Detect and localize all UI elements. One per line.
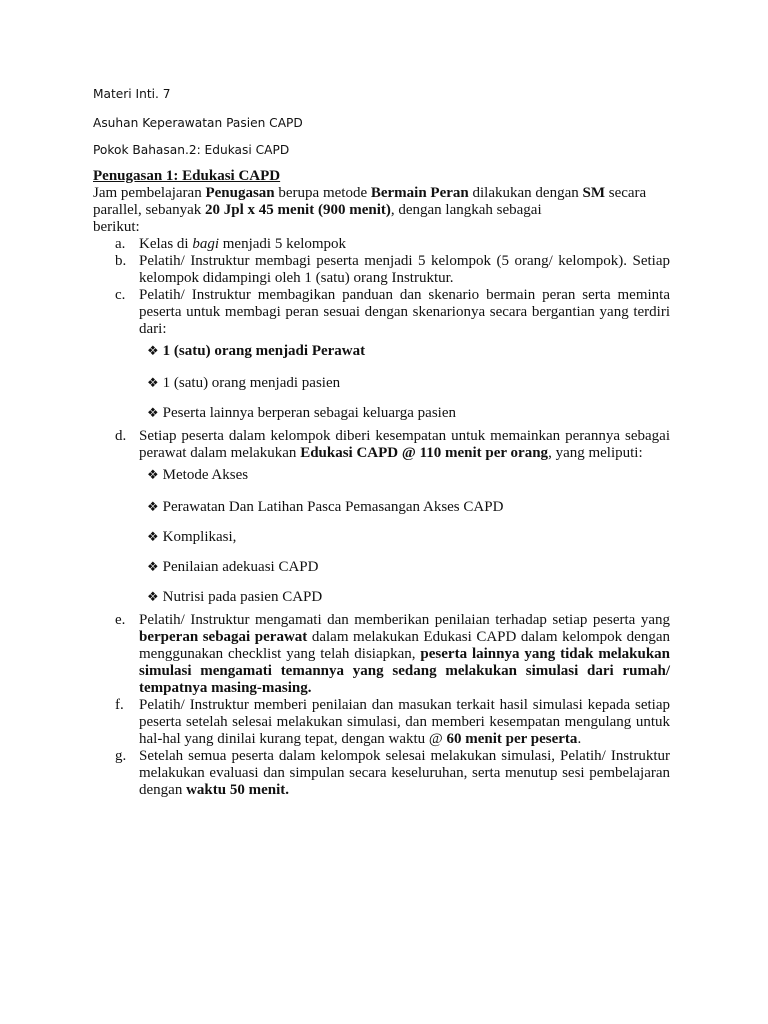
bullet-item: ❖ Perawatan Dan Latihan Pasca Pemasangan Akses CAPD <box>147 499 504 515</box>
section-title: Penugasan 1: Edukasi CAPD <box>93 168 281 184</box>
header-pokok-bahasan: Pokok Bahasan.2: Edukasi CAPD <box>93 143 290 157</box>
header-materi: Materi Inti. 7 <box>93 87 171 101</box>
diamond-bullet-icon: ❖ <box>147 467 159 482</box>
step-a: a. Kelas di bagi menjadi 5 kelompok <box>115 236 347 252</box>
diamond-bullet-icon: ❖ <box>147 405 159 420</box>
step-e: e. Pelatih/ Instruktur mengamati dan memberikan penilaian terhadap setiap peserta yang berperan sebagai perawat dalam melakukan Edukasi CAPD dalam kelompok dengan menggunakan checklist yang telah disiapkan, peserta lainnya yang tidak melakukan simulasi mengamati temannya yang sedang melakukan simulasi dari rumah/ tempatnya masing-masing. <box>115 612 671 696</box>
step-g: g. Setelah semua peserta dalam kelompok selesai melakukan simulasi, Pelatih/ Instruktur melakukan evaluasi dan simpulan secara keseluruhan, serta menutup sesi pembelajaran dengan waktu 50 menit. <box>115 748 670 798</box>
step-d: d. Setiap peserta dalam kelompok diberi kesempatan untuk memainkan perannya sebagai perawat dalam melakukan Edukasi CAPD @ 110 menit per orang, yang meliputi: <box>115 428 670 461</box>
bullet-item: ❖ Metode Akses <box>147 467 249 483</box>
step-marker: g. <box>115 748 127 764</box>
step-marker: d. <box>115 428 127 444</box>
diamond-bullet-icon: ❖ <box>147 529 159 544</box>
bullet-item: ❖ Komplikasi, <box>147 529 237 545</box>
bullet-item: ❖ 1 (satu) orang menjadi pasien <box>147 375 341 391</box>
intro-paragraph: Jam pembelajaran Penugasan berupa metode Bermain Peran dilakukan dengan SM secara parallel, sebanyak 20 Jpl x 45 menit (900 menit), dengan langkah sebagai berikut: <box>93 185 647 235</box>
bullet-item: ❖ 1 (satu) orang menjadi Perawat <box>147 343 366 359</box>
step-c-bullets <box>93 338 670 428</box>
step-marker: b. <box>115 253 127 269</box>
steps-list <box>93 236 670 338</box>
bullet-item: ❖ Peserta lainnya berperan sebagai keluarga pasien <box>147 405 456 421</box>
bullet-item: ❖ Penilaian adekuasi CAPD <box>147 559 319 575</box>
step-b: b. Pelatih/ Instruktur membagi peserta menjadi 5 kelompok (5 orang/ kelompok). Setiap kelompok didampingi oleh 1 (satu) orang Instruktur. <box>115 253 670 286</box>
step-marker: f. <box>115 697 124 713</box>
diamond-bullet-icon: ❖ <box>147 499 159 514</box>
header-asuhan: Asuhan Keperawatan Pasien CAPD <box>93 116 303 130</box>
step-d-bullets <box>93 462 670 612</box>
step-marker: a. <box>115 236 126 252</box>
step-f: f. Pelatih/ Instruktur memberi penilaian dan masukan terkait hasil simulasi kepada setiap peserta setelah selesai melakukan simulasi, dan memberi kesempatan mengulang untuk hal-hal yang dinilai kurang tepat, dengan waktu @ 60 menit per peserta. <box>115 697 670 747</box>
diamond-bullet-icon: ❖ <box>147 559 159 574</box>
document-body <box>93 168 670 799</box>
diamond-bullet-icon: ❖ <box>147 589 159 604</box>
steps-list-end <box>93 612 670 799</box>
step-marker: c. <box>115 287 126 303</box>
diamond-bullet-icon: ❖ <box>147 343 159 358</box>
step-c: c. Pelatih/ Instruktur membagikan panduan dan skenario bermain peran serta meminta peserta untuk membagi peran sesuai dengan skenarionya secara bergantian yang terdiri dari: <box>115 287 670 337</box>
bullet-item: ❖ Nutrisi pada pasien CAPD <box>147 589 323 605</box>
steps-list-cont <box>93 428 670 462</box>
diamond-bullet-icon: ❖ <box>147 375 159 390</box>
step-marker: e. <box>115 612 126 628</box>
